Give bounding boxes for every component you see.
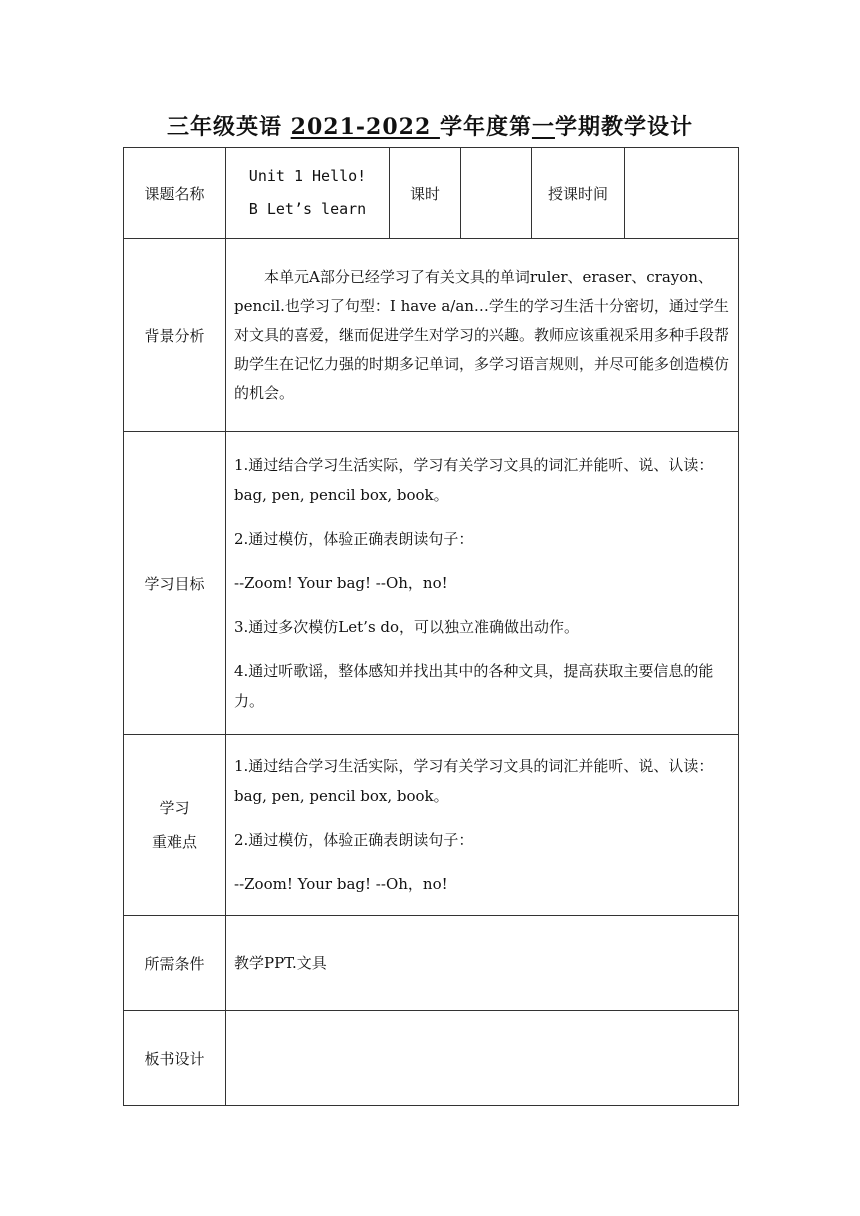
period-label: 课时 (390, 148, 461, 239)
keypoint-item: 1.通过结合学习生活实际，学习有关学习文具的词汇并能听、说、认读：bag, pen, pencil box, book。 (234, 757, 714, 805)
title-middle: 学年度第 (439, 114, 532, 140)
keypoints-row (124, 735, 739, 916)
conditions-label: 所需条件 (124, 916, 226, 1011)
title-year: 2021-2022 (290, 114, 440, 140)
background-cell (226, 239, 739, 432)
time-label: 授课时间 (532, 148, 625, 239)
goals-label: 学习目标 (124, 432, 226, 735)
goal-item: 4.通过听歌谣，整体感知并找出其中的各种文具，提高获取主要信息的能力。 (234, 662, 714, 710)
topic-cell (226, 148, 390, 239)
goal-item: --Zoom! Your bag! --Oh，no! (234, 574, 448, 592)
keypoints-label-line-2: 重难点 (151, 833, 197, 851)
board-label: 板书设计 (124, 1011, 226, 1106)
document-title (0, 110, 860, 141)
keypoints-label-line-1: 学习 (159, 799, 190, 817)
lesson-plan-table (123, 147, 739, 1106)
title-prefix: 三年级英语 (167, 114, 291, 140)
period-value (461, 148, 532, 239)
board-text (226, 1011, 739, 1106)
topic-line-1: Unit 1 Hello! (248, 167, 367, 185)
goal-item: 1.通过结合学习生活实际，学习有关学习文具的词汇并能听、说、认读：bag, pen, pencil box, book。 (234, 456, 714, 504)
keypoint-item: 2.通过模仿，体验正确表朗读句子： (234, 831, 474, 849)
goals-row (124, 432, 739, 735)
title-suffix: 学期教学设计 (554, 114, 693, 140)
title-term: 一 (531, 114, 555, 140)
goal-item: 3.通过多次模仿Let’s do，可以独立准确做出动作。 (234, 618, 580, 636)
background-row (124, 239, 739, 432)
topic-label: 课题名称 (124, 148, 226, 239)
header-row (124, 148, 739, 239)
conditions-text: 教学PPT.文具 (226, 916, 739, 1011)
keypoints-label (124, 735, 226, 916)
topic-line-2: B Let’s learn (248, 200, 367, 218)
keypoint-item: --Zoom! Your bag! --Oh，no! (234, 875, 448, 893)
keypoints-cell (226, 735, 739, 916)
background-text: 本单元A部分已经学习了有关文具的单词ruler、eraser、crayon、 pencil.也学习了句型：I have a/an…学生的学习生活十分密切，通过学生对文具的喜爱，继而促进学生对学习的兴趣。教师应该重视采用多种手段帮助学生在记忆力强的时期多记单词，多学习语言规则，并尽可能多创造模仿的机会。 (234, 267, 730, 402)
goals-cell (226, 432, 739, 735)
background-label: 背景分析 (124, 239, 226, 432)
time-value (625, 148, 739, 239)
conditions-row (124, 916, 739, 1011)
goal-item: 2.通过模仿，体验正确表朗读句子： (234, 530, 474, 548)
board-row (124, 1011, 739, 1106)
